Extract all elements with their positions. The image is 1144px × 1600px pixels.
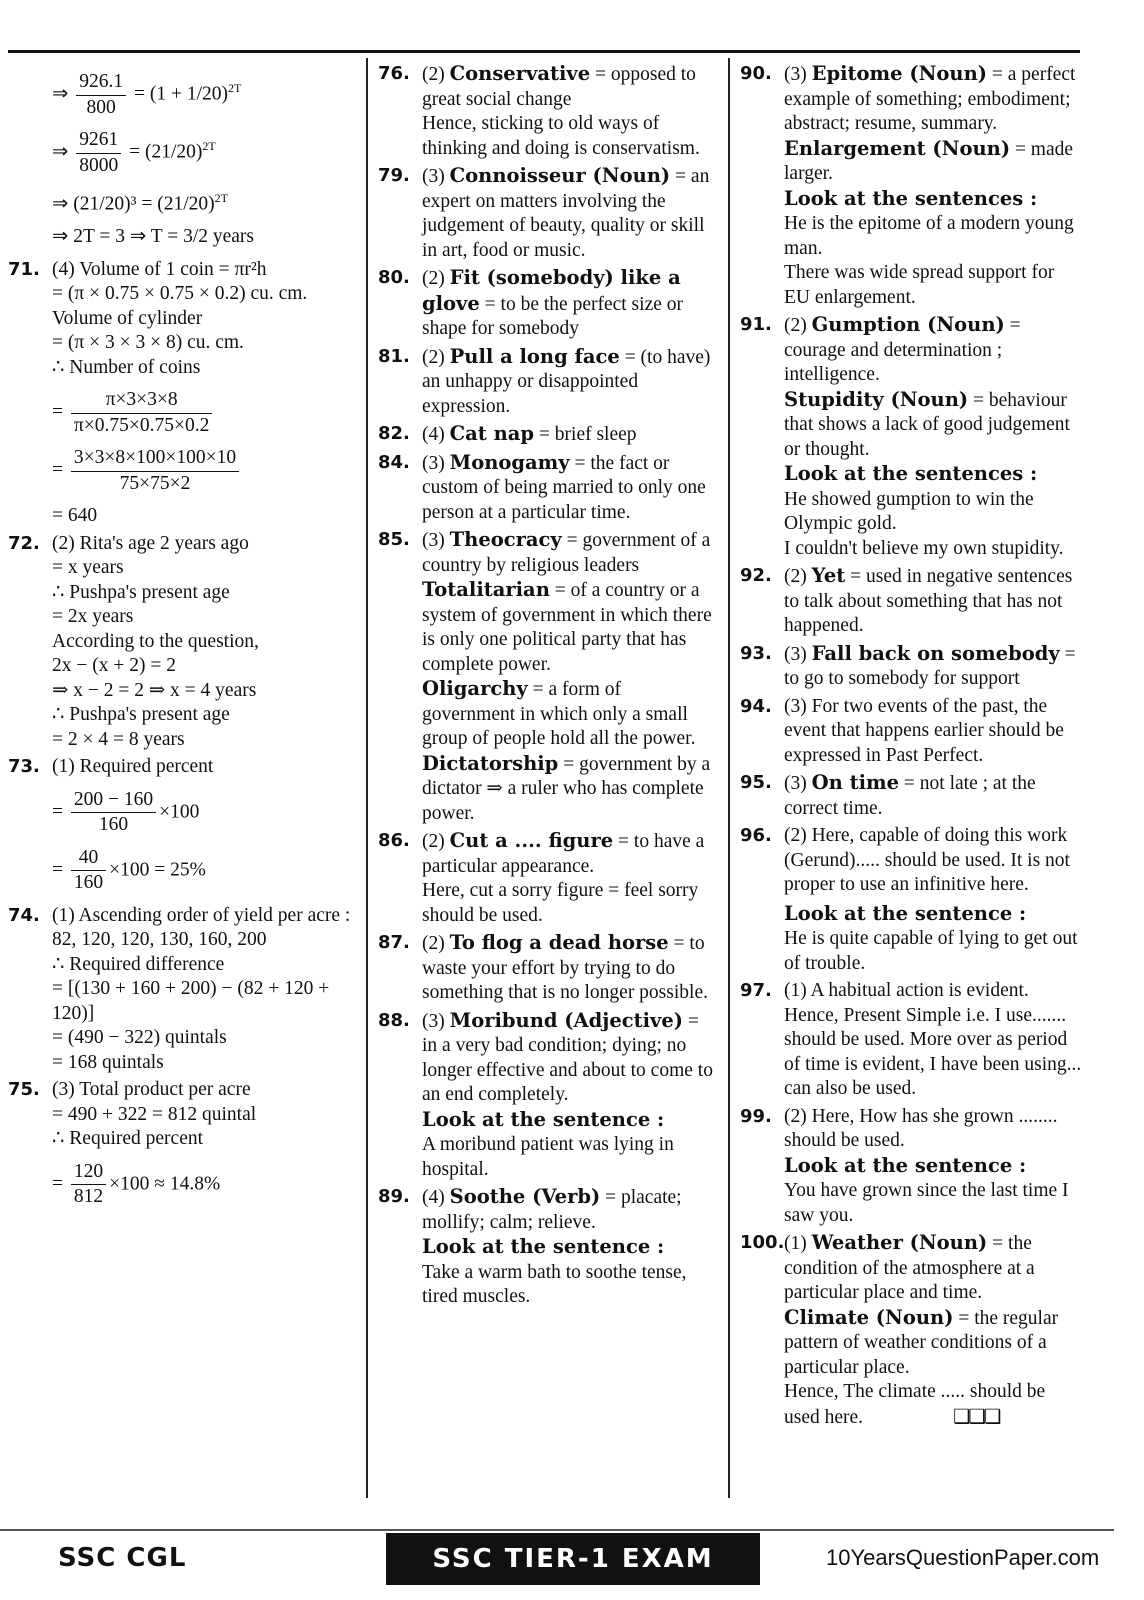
- answer-84: 84. (3) Monogamy = the fact or custom of being married to only one person at a particular time.: [378, 450, 706, 523]
- page-footer: [0, 1525, 1144, 1600]
- answer-89: 89. (4) Soothe (Verb) = placate; mollify; calm; relieve. Look at the sentence : Take a warm bath to soothe tense, tired muscles.: [378, 1185, 687, 1307]
- answer-97: 97. (1) A habitual action is evident. Hence, Present Simple i.e. I use....... should be used. More over as period of time is evident, I have been using... can also be used.: [740, 980, 1082, 1099]
- answer-86: 86. (2) Cut a .... figure = to have a particular appearance. Here, cut a sorry figure = feel sorry should be used.: [378, 829, 705, 926]
- footer-exam-name: SSC CGL: [58, 1543, 187, 1573]
- footer-website: 10YearsQuestionPaper.com: [826, 1545, 1100, 1570]
- answer-96: 96. (2) Here, capable of doing this work (Gerund)..... should be used. It is not proper to use an infinitive here. Look at the sentence : He is quite capable of lying to get out of trouble.: [740, 825, 1078, 974]
- answer-73: 73. (1) Required percent = $\frac{200 - 160}{160}$ ×100 = $\frac{40}{160}$ ×100 = 25%: [8, 756, 214, 893]
- column-divider: [728, 58, 730, 1498]
- column-divider: [366, 58, 368, 1498]
- answer-75: 75. (3) Total product per acre = 490 + 322 = 812 quintal ∴ Required percent = $\frac{120}{812}$ ×100 ≈ 14.8%: [8, 1079, 257, 1207]
- answer-91: 91. (2) Gumption (Noun) = courage and determination ; intelligence. Stupidity (Noun) = behaviour that shows a lack of good judgement or thought. Look at the sentences : He showed gumption to win the Olympic gold. I couldn't believe my own stupidity.: [740, 313, 1070, 559]
- column-left: [8, 62, 358, 1218]
- answer-95: 95. (3) On time = not late ; at the correct time.: [740, 771, 1036, 819]
- answer-71: 71. (4) Volume of 1 coin = πr²h = (π × 0.75 × 0.75 × 0.2) cu. cm. Volume of cylinder = (π × 3 × 3 × 8) cu. cm. ∴ Number of coins = $\frac{\pi\times 3\times 3\times 8}{\pi\times 0.75\times 0.75\times 0.2}$ = $\frac{3\times 3\times 8\times 100\times 100\times 10}{75\times 75\times 2}$ = 640: [8, 258, 308, 526]
- footer-rule: [0, 1529, 1114, 1531]
- answer-72: 72. (2) Rita's age 2 years ago = x years ∴ Pushpa's present age = 2x years According to the question, 2x − (x + 2) = 2 ⇒ x − 2 = 2 ⇒ x = 4 years ∴ Pushpa's present age = 2 × 4 = 8 years: [8, 532, 259, 750]
- column-middle: [378, 62, 718, 1313]
- answer-82: 82. (4) Cat nap = brief sleep: [378, 422, 637, 445]
- answer-88: 88. (3) Moribund (Adjective) = in a very bad condition; dying; no longer effective and about to come to an end completely. Look at the sentence : A moribund patient was lying in hospital.: [378, 1008, 713, 1180]
- answer-81: 81. (2) Pull a long face = (to have) an unhappy or disappointed expression.: [378, 344, 711, 417]
- answer-94: 94. (3) For two events of the past, the event that happens earlier should be expressed in Past Perfect.: [740, 695, 1064, 766]
- equation-line: ⇒ $(21/20)^3 = (21/20)^{2T}$: [52, 191, 228, 215]
- answer-90: 90. (3) Epitome (Noun) = a perfect example of something; embodiment; abstract; resume, summary. Enlargement (Noun) = made larger. Look at the sentences : He is the epitome of a modern young man. There was wide spread support for EU enlargement.: [740, 62, 1076, 308]
- equation-line: ⇒ $\frac{926.1}{800}$ = $(1 + 1/20)^{2T}$: [52, 71, 242, 118]
- footer-exam-banner: SSC TIER-1 EXAM: [386, 1533, 760, 1585]
- answer-92: 92. (2) Yet = used in negative sentences to talk about something that has not happened.: [740, 564, 1073, 636]
- column-right: [740, 62, 1085, 1433]
- answer-74: 74. (1) Ascending order of yield per acre : 82, 120, 120, 130, 160, 200 ∴ Required difference = [(130 + 160 + 200) − (82 + 120 + 120)] = (490 − 322) quintals = 168 quintals: [8, 904, 351, 1073]
- answer-76: 76. (2) Conservative = opposed to great social change Hence, sticking to old ways of thinking and doing is conservatism.: [378, 62, 700, 159]
- answer-99: 99. (2) Here, How has she grown ........ should be used. Look at the sentence : You have grown since the last time I saw you.: [740, 1105, 1069, 1226]
- answer-93: 93. (3) Fall back on somebody = to go to somebody for support: [740, 641, 1076, 689]
- answer-100: 100. (1) Weather (Noun) = the condition of the atmosphere at a particular place and time. Climate (Noun) = the regular pattern of weather conditions of a particular place. Hence, The climate ..... should be used here. ❑❑❑: [740, 1231, 1059, 1428]
- end-mark: ❑❑❑: [953, 1404, 1000, 1428]
- answer-80: 80. (2) Fit (somebody) like a glove = to be the perfect size or shape for somebody: [378, 266, 683, 339]
- equation-line: ⇒ 2T = 3 ⇒ T = 3/2 years: [52, 226, 254, 247]
- equation-line: ⇒ $\frac{9261}{8000}$ = $(21/20)^{2T}$: [52, 129, 216, 176]
- answer-85: 85. (3) Theocracy = government of a country by religious leaders Totalitarian = of a country or a system of government in which there is only one political party that has complete power. Oligarchy = a form of government in which only a small group of people hold all the power. Dictatorship = government by a dictator ⇒ a ruler who has complete power.: [378, 528, 712, 824]
- answer-70-continuation: [8, 70, 358, 250]
- answer-87: 87. (2) To flog a dead horse = to waste your effort by trying to do something that is no longer possible.: [378, 931, 708, 1003]
- top-rule: [8, 50, 1080, 53]
- answer-79: 79. (3) Connoisseur (Noun) = an expert on matters involving the judgement of beauty, quality or skill in art, food or music.: [378, 164, 710, 261]
